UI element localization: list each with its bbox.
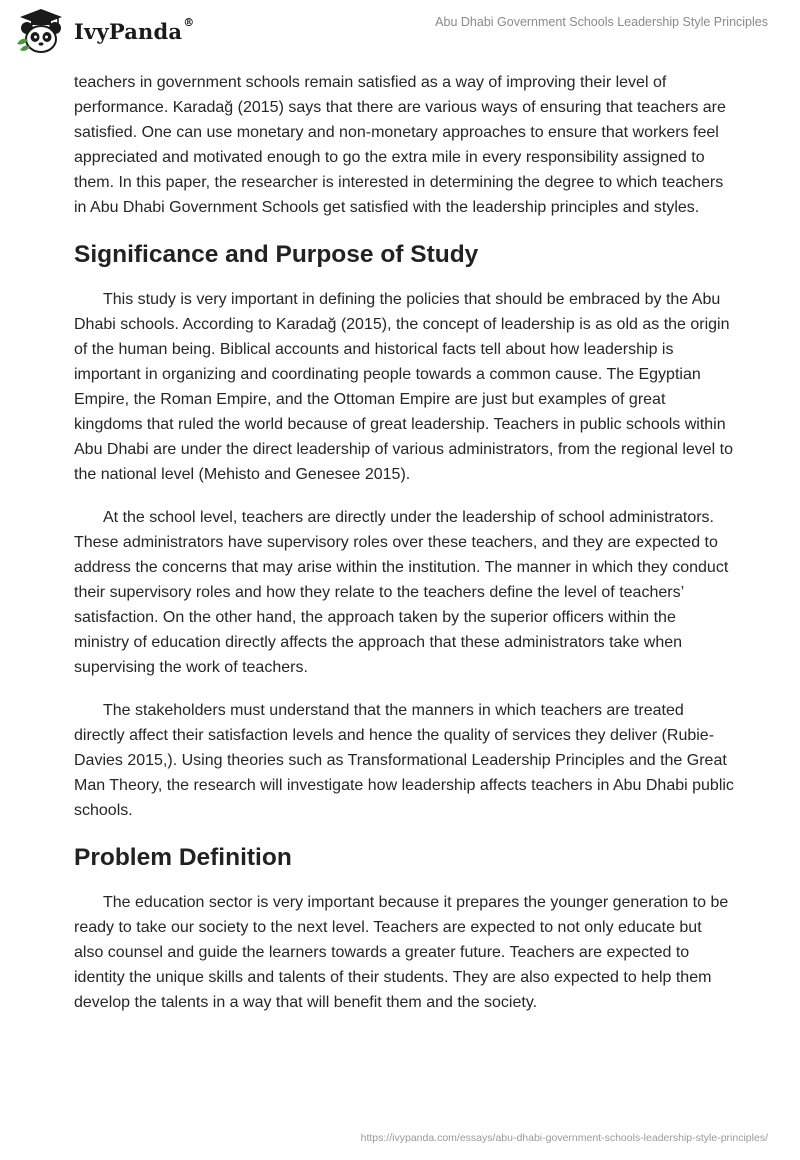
paragraph: At the school level, teachers are directly under the leadership of school administrators. These administrators have supervisory roles over these teachers, and they are expected to address the concerns that may arise within the institution. The manner in which they conduct their supervisory roles and how they relate to the teachers define the level of teachers’ satisfaction. On the other hand, the approach taken by the superior officers within the ministry of education directly affects the approach that these administrators take when supervising the work of teachers.: [74, 509, 729, 676]
document-title: Abu Dhabi Government Schools Leadership Style Principles: [435, 15, 768, 29]
section-heading-problem-definition: Problem Definition: [74, 844, 292, 871]
source-url-link[interactable]: https://ivypanda.com/essays/abu-dhabi-government-schools-leadership-style-principles/: [360, 1132, 768, 1144]
intro-paragraph: teachers in government schools remain satisfied as a way of improving their level of performance. Karadağ (2015) says that there are various ways of ensuring that teachers are satisfied. One can use monetary and non-monetary approaches to ensure that workers feel appreciated and motivated enough to go the extra mile in every responsibility assigned to them. In this paper, the researcher is interested in determining the degree to which teachers in Abu Dhabi Government Schools get satisfied with the leadership principles and styles.: [74, 74, 726, 216]
paragraph: The education sector is very important because it prepares the younger generation to be ready to take our society to the next level. Teachers are expected to not only educate but also counsel and guide the learners towards a greater future. Teachers are expected to identity the unique skills and talents of their students. They are also expected to help them develop the talents in a way that will benefit them and the society.: [74, 894, 729, 1011]
paragraph: This study is very important in defining the policies that should be embraced by the Abu Dhabi schools. According to Karadağ (2015), the concept of leadership is as old as the origin of the human being. Biblical accounts and historical facts tell about how leadership is important in organizing and coordinating people towards a common cause. The Egyptian Empire, the Roman Empire, and the Ottoman Empire are just but examples of great kingdoms that ruled the world because of great leadership. Teachers in public schools within Abu Dhabi are under the direct leadership of various administrators, from the regional level to the national level (Mehisto and Genesee 2015).: [74, 291, 734, 483]
section-heading-significance: Significance and Purpose of Study: [74, 241, 479, 268]
brand-name: IvyPanda®: [74, 15, 195, 44]
registered-mark: ®: [183, 15, 195, 29]
page-header: [0, 0, 800, 66]
paragraph: The stakeholders must understand that the manners in which teachers are treated directly affect their satisfaction levels and hence the quality of services they deliver (Rubie-Davies 2015,). Using theories such as Transformational Leadership Principles and the Great Man Theory, the research will investigate how leadership affects teachers in Abu Dhabi public schools.: [74, 702, 734, 819]
panda-graduate-icon: [14, 6, 68, 56]
brand-logo[interactable]: [14, 6, 194, 56]
essay-content: [74, 70, 734, 1033]
